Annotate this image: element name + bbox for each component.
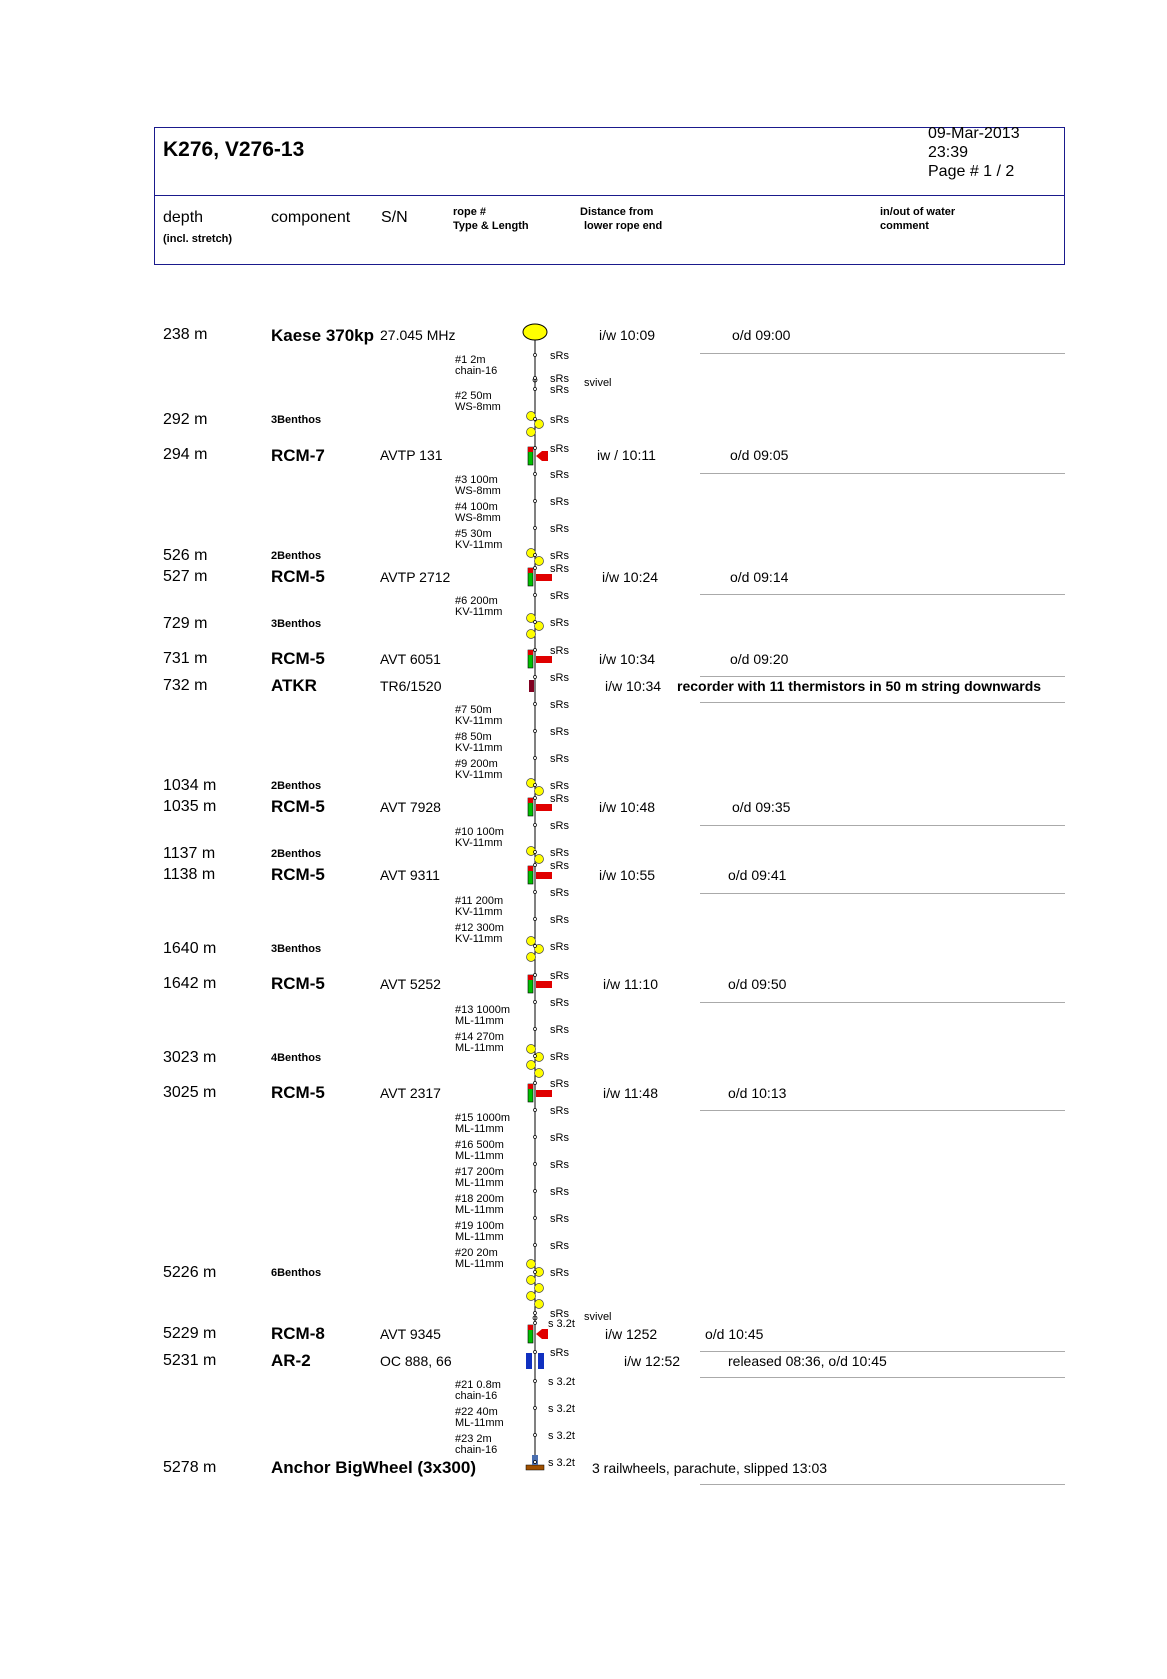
shackle-icon xyxy=(534,473,537,476)
current-meter-icon xyxy=(528,447,548,465)
shackle-icon xyxy=(534,1190,537,1193)
benthos-label: 2Benthos xyxy=(271,780,322,792)
benthos-float-icon xyxy=(527,1260,536,1269)
rope-number: #20 20m xyxy=(455,1247,498,1259)
shackle-label: sRs xyxy=(550,887,569,899)
rope-label xyxy=(455,827,504,849)
in-water-time: i/w 10:34 xyxy=(599,651,656,667)
benthos-float-icon xyxy=(535,420,544,429)
benthos-label: 4Benthos xyxy=(271,1052,322,1064)
rope-label xyxy=(455,1380,501,1402)
benthos-label: 3Benthos xyxy=(271,943,322,955)
row-divider xyxy=(700,702,1065,703)
shackle-label: sRs xyxy=(550,726,569,738)
row-divider xyxy=(700,473,1065,474)
shackle-icon xyxy=(534,418,537,421)
component-label: RCM-5 xyxy=(271,865,325,884)
shackle-icon xyxy=(534,377,537,380)
shackle-label: sRs xyxy=(550,617,569,629)
shackle-icon xyxy=(534,567,537,570)
shackle-icon xyxy=(534,1351,537,1354)
rope-type: WS-8mm xyxy=(455,512,501,524)
rope-label xyxy=(455,1221,504,1243)
shackle-icon xyxy=(534,1271,537,1274)
col-dist-1: Distance from xyxy=(580,206,654,218)
shackle-icon xyxy=(534,1407,537,1410)
depth-label: 5231 m xyxy=(163,1352,217,1369)
depth-label: 526 m xyxy=(163,547,208,564)
shackle-icon xyxy=(534,554,537,557)
depth-label: 1640 m xyxy=(163,940,217,957)
shackle-icon xyxy=(534,649,537,652)
shackle-label: sRs xyxy=(550,941,569,953)
rope-number: #6 200m xyxy=(455,595,498,607)
rope-type: ML-11mm xyxy=(455,1231,504,1243)
shackle-icon xyxy=(534,354,537,357)
top-float-icon xyxy=(523,324,547,340)
depth-label: 729 m xyxy=(163,615,208,632)
rope-number: #4 100m xyxy=(455,501,498,513)
rope-type: ML-11mm xyxy=(455,1042,504,1054)
rope-label xyxy=(455,1140,504,1162)
current-meter-icon xyxy=(528,975,552,993)
shackle-label: sRs xyxy=(550,1308,569,1320)
comment: 3 railwheels, parachute, slipped 13:03 xyxy=(592,1460,828,1476)
row-divider xyxy=(700,893,1065,894)
shackle-icon xyxy=(534,1136,537,1139)
shackle-label: sRs xyxy=(550,414,569,426)
serial-number: TR6/1520 xyxy=(380,678,442,694)
current-meter-icon xyxy=(528,650,552,668)
shackle-label: s 3.2t xyxy=(548,1457,575,1469)
thermistor-recorder-icon xyxy=(529,680,534,692)
benthos-float-icon xyxy=(527,630,536,639)
shackle-label: sRs xyxy=(550,860,569,872)
depth-label: 1035 m xyxy=(163,798,217,815)
rope-label xyxy=(455,1434,497,1456)
page-title: K276, V276-13 xyxy=(163,138,305,161)
col-inout-2: comment xyxy=(880,220,929,232)
out-deck-time: o/d 09:20 xyxy=(730,651,789,667)
page-number: Page # 1 / 2 xyxy=(928,163,1015,180)
serial-number: AVT 7928 xyxy=(380,799,441,815)
depth-label: 1034 m xyxy=(163,777,217,794)
shackle-icon xyxy=(534,703,537,706)
rope-type: ML-11mm xyxy=(455,1015,504,1027)
in-water-time: i/w 10:48 xyxy=(599,799,656,815)
rope-label xyxy=(455,1113,510,1135)
shackle-icon xyxy=(534,891,537,894)
shackle-label: sRs xyxy=(550,997,569,1009)
in-water-time: iw / 10:11 xyxy=(597,447,656,463)
out-deck-time: o/d 09:05 xyxy=(730,447,789,463)
rope-number: #3 100m xyxy=(455,474,498,486)
in-water-time: i/w 10:24 xyxy=(602,569,659,585)
current-meter-icon xyxy=(528,1325,548,1343)
row-divider xyxy=(700,353,1065,354)
col-dist-2: lower rope end xyxy=(584,220,663,232)
out-deck-time: o/d 10:45 xyxy=(705,1326,764,1342)
shackle-icon xyxy=(534,757,537,760)
benthos-float-icon xyxy=(527,1045,536,1054)
in-water-time: i/w 1252 xyxy=(605,1326,658,1342)
header-time: 23:39 xyxy=(928,144,969,161)
rope-number: #16 500m xyxy=(455,1139,504,1151)
rope-number: #23 2m xyxy=(455,1433,492,1445)
depth-label: 1137 m xyxy=(163,845,216,862)
shackle-label: sRs xyxy=(550,1105,569,1117)
rope-type: ML-11mm xyxy=(455,1417,504,1429)
rope-number: #12 300m xyxy=(455,922,504,934)
depth-label: 292 m xyxy=(163,411,208,428)
shackle-label: sRs xyxy=(550,914,569,926)
rope-label xyxy=(455,1167,504,1189)
in-water-time: i/w 11:10 xyxy=(603,976,658,992)
shackle-icon xyxy=(534,784,537,787)
shackle-label: sRs xyxy=(550,753,569,765)
shackle-label: s 3.2t xyxy=(548,1430,575,1442)
shackle-icon xyxy=(534,864,537,867)
out-deck-time: o/d 09:14 xyxy=(730,569,789,585)
shackle-label: sRs xyxy=(550,373,569,385)
shackle-label: sRs xyxy=(550,1132,569,1144)
shackle-icon xyxy=(534,594,537,597)
shackle-icon xyxy=(534,388,537,391)
serial-number: AVT 2317 xyxy=(380,1085,441,1101)
rope-label xyxy=(455,1194,504,1216)
rope-number: #13 1000m xyxy=(455,1004,511,1016)
current-meter-icon xyxy=(528,568,552,586)
col-component: component xyxy=(271,209,351,226)
benthos-float-icon xyxy=(527,937,536,946)
benthos-label: 3Benthos xyxy=(271,618,322,630)
benthos-float-icon xyxy=(535,557,544,566)
component-label: ATKR xyxy=(271,676,317,695)
in-water-time: i/w 12:52 xyxy=(624,1353,681,1369)
rope-number: #9 200m xyxy=(455,758,498,770)
out-deck-time: o/d 09:41 xyxy=(728,867,787,883)
shackle-icon xyxy=(534,1312,537,1315)
serial-number: AVTP 131 xyxy=(380,447,443,463)
row-divider xyxy=(700,1484,1065,1485)
shackle-icon xyxy=(534,676,537,679)
rope-type: chain-16 xyxy=(455,1444,498,1456)
benthos-float-icon xyxy=(527,1276,536,1285)
swivel-label: svivel xyxy=(584,377,612,389)
shackle-label: sRs xyxy=(550,550,569,562)
rope-number: #21 0.8m xyxy=(455,1379,501,1391)
shackle-label: sRs xyxy=(550,1159,569,1171)
shackle-icon xyxy=(534,730,537,733)
shackle-label: sRs xyxy=(550,1347,569,1359)
benthos-label: 2Benthos xyxy=(271,550,322,562)
component-label: Anchor BigWheel (3x300) xyxy=(271,1458,476,1477)
benthos-float-icon xyxy=(535,1069,544,1078)
shackle-icon xyxy=(534,1244,537,1247)
shackle-icon xyxy=(534,1028,537,1031)
depth-label: 5278 m xyxy=(163,1459,217,1476)
component-label: RCM-8 xyxy=(271,1324,325,1343)
depth-label: 5229 m xyxy=(163,1325,217,1342)
shackle-icon xyxy=(534,824,537,827)
rope-type: WS-8mm xyxy=(455,485,501,497)
col-rope-2: Type & Length xyxy=(453,220,529,232)
benthos-float-icon xyxy=(535,787,544,796)
rope-type: ML-11mm xyxy=(455,1123,504,1135)
in-water-time: i/w 10:55 xyxy=(599,867,656,883)
shackle-icon xyxy=(534,1322,537,1325)
shackle-icon xyxy=(534,1082,537,1085)
shackle-label: s 3.2t xyxy=(548,1318,575,1330)
shackle-icon xyxy=(534,1055,537,1058)
shackle-icon xyxy=(534,1109,537,1112)
anchor-icon xyxy=(526,1465,544,1470)
component-label: AR-2 xyxy=(271,1351,311,1370)
benthos-float-icon xyxy=(527,428,536,437)
rope-type: ML-11mm xyxy=(455,1177,504,1189)
shackle-icon xyxy=(534,527,537,530)
component-label: RCM-5 xyxy=(271,1083,325,1102)
serial-number: AVTP 2712 xyxy=(380,569,451,585)
rope-type: KV-11mm xyxy=(455,539,503,551)
rope-label xyxy=(455,475,501,497)
rope-number: #11 200m xyxy=(455,895,504,907)
rope-type: KV-11mm xyxy=(455,606,503,618)
current-meter-icon xyxy=(528,866,552,884)
comment: released 08:36, o/d 10:45 xyxy=(728,1353,887,1369)
shackle-label: sRs xyxy=(550,443,569,455)
rope-type: KV-11mm xyxy=(455,906,503,918)
col-depth: depth xyxy=(163,209,204,226)
shackle-label: sRs xyxy=(550,780,569,792)
rope-label xyxy=(455,705,502,727)
shackle-label: s 3.2t xyxy=(548,1403,575,1415)
shackle-label: sRs xyxy=(550,970,569,982)
rope-number: #10 100m xyxy=(455,826,504,838)
serial-number: AVT 6051 xyxy=(380,651,441,667)
shackle-label: s 3.2t xyxy=(548,1376,575,1388)
out-deck-time: o/d 10:13 xyxy=(728,1085,787,1101)
out-deck-time: o/d 09:00 xyxy=(732,327,791,343)
rope-label xyxy=(455,596,502,618)
rope-number: #22 40m xyxy=(455,1406,498,1418)
rope-label xyxy=(455,1005,510,1027)
out-deck-time: o/d 09:35 xyxy=(732,799,791,815)
shackle-label: sRs xyxy=(550,1267,569,1279)
rope-number: #2 50m xyxy=(455,390,492,402)
rope-label xyxy=(455,502,501,524)
rope-label xyxy=(455,1248,504,1270)
acoustic-release-icon xyxy=(526,1353,532,1369)
header-date: 09-Mar-2013 xyxy=(928,125,1020,142)
row-divider xyxy=(700,1002,1065,1003)
shackle-label: sRs xyxy=(550,350,569,362)
rope-type: chain-16 xyxy=(455,1390,498,1402)
shackle-label: sRs xyxy=(550,1078,569,1090)
col-rope-1: rope # xyxy=(453,206,487,218)
shackle-label: sRs xyxy=(550,820,569,832)
rope-label xyxy=(455,759,502,781)
serial-number: 27.045 MHz xyxy=(380,327,456,343)
shackle-label: sRs xyxy=(550,1024,569,1036)
shackle-icon xyxy=(534,797,537,800)
depth-label: 732 m xyxy=(163,677,208,694)
rope-label xyxy=(455,896,503,918)
row-divider xyxy=(700,825,1065,826)
shackle-label: sRs xyxy=(550,699,569,711)
shackle-label: sRs xyxy=(550,496,569,508)
shackle-icon xyxy=(534,918,537,921)
benthos-float-icon xyxy=(535,855,544,864)
rope-number: #1 2m xyxy=(455,354,486,366)
depth-label: 3025 m xyxy=(163,1084,217,1101)
shackle-label: sRs xyxy=(550,523,569,535)
rope-type: KV-11mm xyxy=(455,837,503,849)
row-divider xyxy=(700,1351,1065,1352)
shackle-label: sRs xyxy=(550,1240,569,1252)
row-divider xyxy=(700,1377,1065,1378)
component-label: RCM-5 xyxy=(271,567,325,586)
depth-label: 527 m xyxy=(163,568,208,585)
shackle-icon xyxy=(534,447,537,450)
shackle-label: sRs xyxy=(550,590,569,602)
col-depth-sub: (incl. stretch) xyxy=(163,233,233,245)
rope-type: ML-11mm xyxy=(455,1204,504,1216)
in-water-time: i/w 11:48 xyxy=(603,1085,658,1101)
rope-number: #5 30m xyxy=(455,528,492,540)
rope-number: #7 50m xyxy=(455,704,492,716)
shackle-label: sRs xyxy=(550,384,569,396)
depth-label: 294 m xyxy=(163,446,208,463)
component-label: RCM-5 xyxy=(271,974,325,993)
col-inout-1: in/out of water xyxy=(880,206,956,218)
serial-number: AVT 9311 xyxy=(380,867,440,883)
rope-number: #19 100m xyxy=(455,1220,504,1232)
depth-label: 5226 m xyxy=(163,1264,217,1281)
depth-label: 3023 m xyxy=(163,1049,217,1066)
component-label: Kaese 370kp xyxy=(271,326,375,345)
row-divider xyxy=(700,1110,1065,1111)
rope-number: #18 200m xyxy=(455,1193,504,1205)
col-sn: S/N xyxy=(381,209,408,226)
rope-number: #15 1000m xyxy=(455,1112,511,1124)
benthos-label: 6Benthos xyxy=(271,1267,322,1279)
rope-type: KV-11mm xyxy=(455,769,503,781)
rope-type: WS-8mm xyxy=(455,401,501,413)
row-divider xyxy=(700,594,1065,595)
shackle-icon xyxy=(534,1217,537,1220)
rope-number: #17 200m xyxy=(455,1166,504,1178)
rope-number: #14 270m xyxy=(455,1031,504,1043)
shackle-label: sRs xyxy=(550,1051,569,1063)
component-label: RCM-5 xyxy=(271,797,325,816)
row-divider xyxy=(700,676,1065,677)
acoustic-release-icon xyxy=(538,1353,544,1369)
shackle-icon xyxy=(534,1434,537,1437)
rope-type: KV-11mm xyxy=(455,742,503,754)
shackle-label: sRs xyxy=(550,1186,569,1198)
rope-number: #8 50m xyxy=(455,731,492,743)
in-water-time: i/w 10:09 xyxy=(599,327,656,343)
shackle-label: sRs xyxy=(550,563,569,575)
benthos-label: 3Benthos xyxy=(271,414,322,426)
serial-number: AVT 9345 xyxy=(380,1326,441,1342)
swivel-label: svivel xyxy=(584,1311,612,1323)
depth-label: 731 m xyxy=(163,650,208,667)
shackle-label: sRs xyxy=(550,469,569,481)
shackle-icon xyxy=(534,1380,537,1383)
benthos-float-icon xyxy=(527,953,536,962)
component-label: RCM-7 xyxy=(271,446,325,465)
benthos-float-icon xyxy=(527,1292,536,1301)
out-deck-time: o/d 09:50 xyxy=(728,976,787,992)
depth-label: 1138 m xyxy=(163,866,216,883)
shackle-icon xyxy=(534,1461,537,1464)
serial-number: OC 888, 66 xyxy=(380,1353,452,1369)
comment: recorder with 11 thermistors in 50 m string downwards xyxy=(677,678,1042,694)
rope-label xyxy=(455,1407,504,1429)
benthos-label: 2Benthos xyxy=(271,848,322,860)
rope-label xyxy=(455,529,502,551)
component-label: RCM-5 xyxy=(271,649,325,668)
shackle-icon xyxy=(534,974,537,977)
in-water-time: i/w 10:34 xyxy=(605,678,662,694)
current-meter-icon xyxy=(528,1084,552,1102)
current-meter-icon xyxy=(528,798,552,816)
rope-type: KV-11mm xyxy=(455,715,503,727)
shackle-icon xyxy=(534,621,537,624)
shackle-label: sRs xyxy=(550,793,569,805)
shackle-label: sRs xyxy=(550,1213,569,1225)
serial-number: AVT 5252 xyxy=(380,976,441,992)
shackle-icon xyxy=(534,1001,537,1004)
rope-type: ML-11mm xyxy=(455,1258,504,1270)
depth-label: 1642 m xyxy=(163,975,217,992)
shackle-icon xyxy=(534,945,537,948)
rope-label xyxy=(455,923,504,945)
rope-label xyxy=(455,391,501,413)
shackle-label: sRs xyxy=(550,672,569,684)
rope-type: chain-16 xyxy=(455,365,498,377)
shackle-icon xyxy=(534,1163,537,1166)
rope-label xyxy=(455,355,497,377)
rope-label xyxy=(455,1032,504,1054)
rope-label xyxy=(455,732,502,754)
shackle-label: sRs xyxy=(550,645,569,657)
shackle-label: sRs xyxy=(550,847,569,859)
benthos-float-icon xyxy=(527,1061,536,1070)
benthos-float-icon xyxy=(535,1300,544,1309)
shackle-icon xyxy=(534,500,537,503)
depth-label: 238 m xyxy=(163,326,208,343)
shackle-icon xyxy=(534,851,537,854)
benthos-float-icon xyxy=(535,1284,544,1293)
rope-type: KV-11mm xyxy=(455,933,503,945)
rope-type: ML-11mm xyxy=(455,1150,504,1162)
